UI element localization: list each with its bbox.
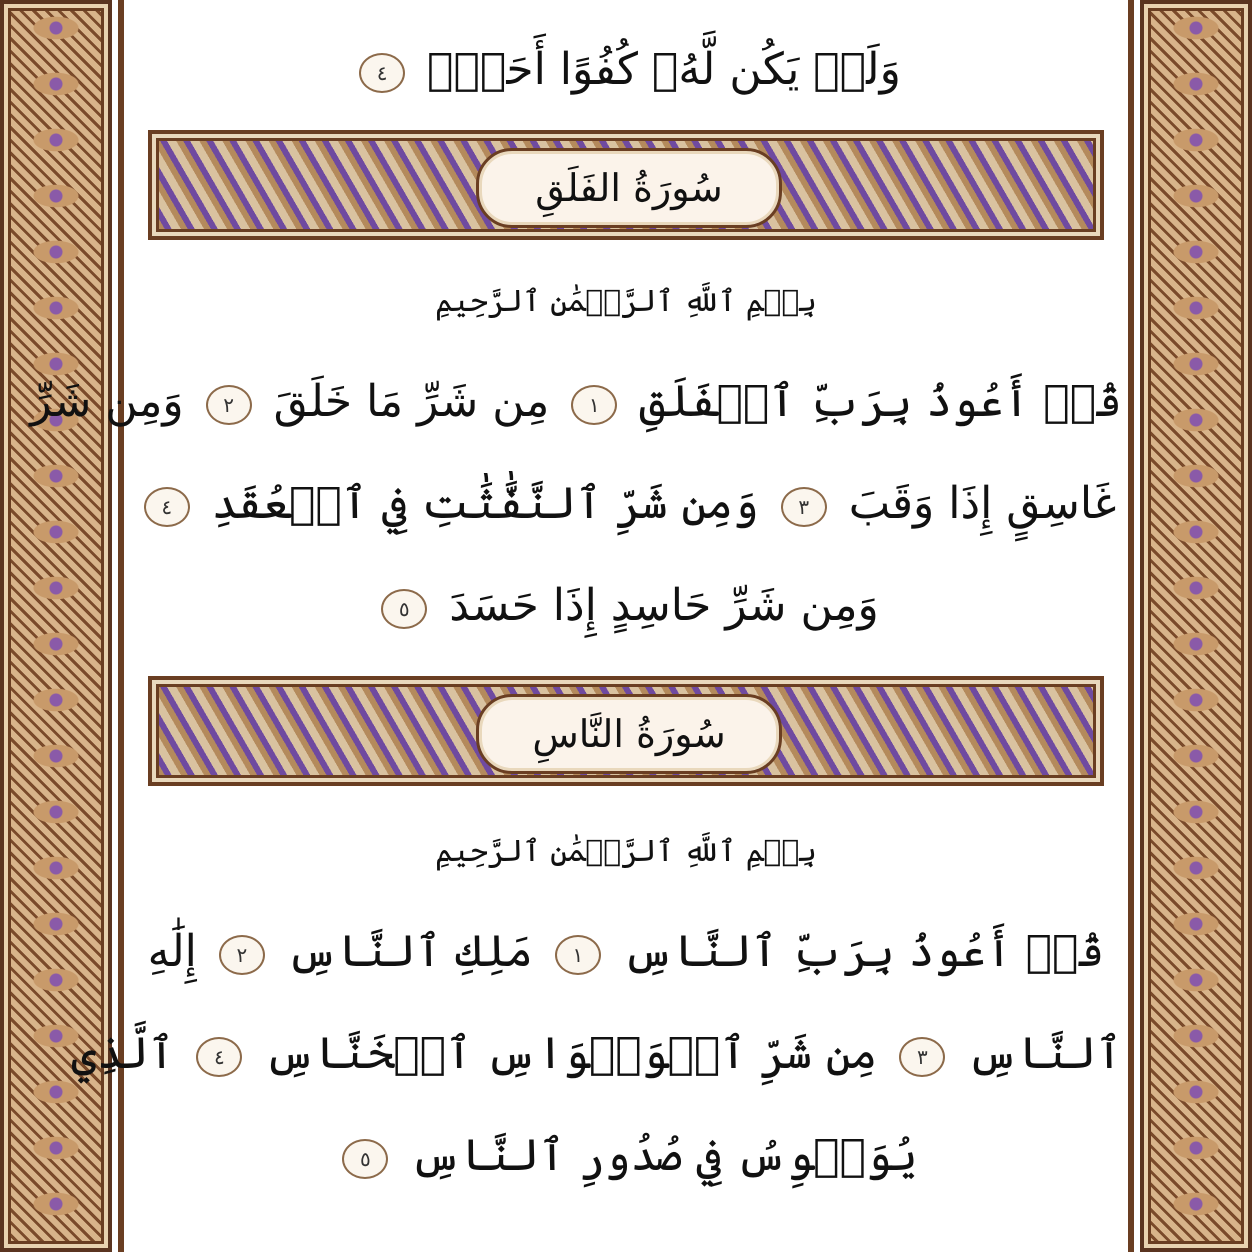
surah-falaq-banner [148, 130, 1104, 240]
verse-text: وَلَمۡ يَكُن لَّهُۥ كُفُوًا أَحَدُۢ [427, 44, 901, 95]
verse-text: ٱلَّذِي [71, 1028, 175, 1079]
ayah-marker: ٤ [196, 1037, 242, 1077]
ayah-marker: ٤ [359, 53, 405, 93]
verse-text: مِن شَرِّ ٱلۡوَسۡوَاسِ ٱلۡخَنَّاسِ [264, 1028, 878, 1079]
surah-falaq-title: سُورَةُ الفَلَقِ [476, 148, 782, 228]
verse-text: وَمِن شَرِّ ٱلنَّفَّٰثَٰتِ فِي ٱلۡعُقَدِ [211, 478, 759, 529]
ayah-marker: ٢ [219, 935, 265, 975]
falaq-basmala: بِسۡمِ ٱللَّهِ ٱلرَّحۡمَٰنِ ٱلرَّحِيمِ [435, 284, 817, 319]
verse-text: قُلۡ أَعُوذُ بِرَبِّ ٱلنَّاسِ [622, 926, 1105, 977]
verse-text: وَمِن شَرِّ [30, 376, 184, 427]
verse-text: يُوَسۡوِسُ فِي صُدُورِ ٱلنَّاسِ [410, 1130, 918, 1181]
nas-line-2 [71, 1024, 1122, 1084]
ayah-marker: ٣ [781, 487, 827, 527]
nas-line-3 [130, 1126, 1122, 1186]
border-rule-right [1128, 0, 1134, 1252]
ayah-marker: ٤ [144, 487, 190, 527]
ayah-marker: ٥ [381, 589, 427, 629]
verse-text: إِلَٰهِ [147, 926, 197, 977]
ayah-marker: ١ [571, 385, 617, 425]
ayah-marker: ١ [555, 935, 601, 975]
surah-nas-title: سُورَةُ النَّاسِ [476, 694, 782, 774]
ayah-marker: ٢ [206, 385, 252, 425]
ornamental-border-right [1140, 0, 1252, 1252]
verse-text: ٱلنَّاسِ [967, 1028, 1122, 1079]
verse-text: مِن شَرِّ مَا خَلَقَ [273, 376, 550, 427]
verse-text: مَلِكِ ٱلنَّاسِ [286, 926, 533, 977]
nas-basmala: بِسۡمِ ٱللَّهِ ٱلرَّحۡمَٰنِ ٱلرَّحِيمِ [435, 834, 817, 869]
ikhlas-verse-4 [130, 40, 1122, 100]
surah-nas-banner [148, 676, 1104, 786]
ayah-marker: ٥ [342, 1139, 388, 1179]
mushaf-page [30, 0, 1122, 1252]
falaq-line-2 [130, 474, 1122, 534]
falaq-line-1 [30, 372, 1122, 432]
verse-text: غَاسِقٍ إِذَا وَقَبَ [848, 478, 1117, 529]
ayah-marker: ٣ [899, 1037, 945, 1077]
falaq-line-3 [130, 576, 1122, 636]
verse-text: وَمِن شَرِّ حَاسِدٍ إِذَا حَسَدَ [449, 580, 879, 631]
verse-text: قُلۡ أَعُوذُ بِرَبِّ ٱلۡفَلَقِ [639, 376, 1122, 427]
nas-line-1 [130, 922, 1122, 982]
